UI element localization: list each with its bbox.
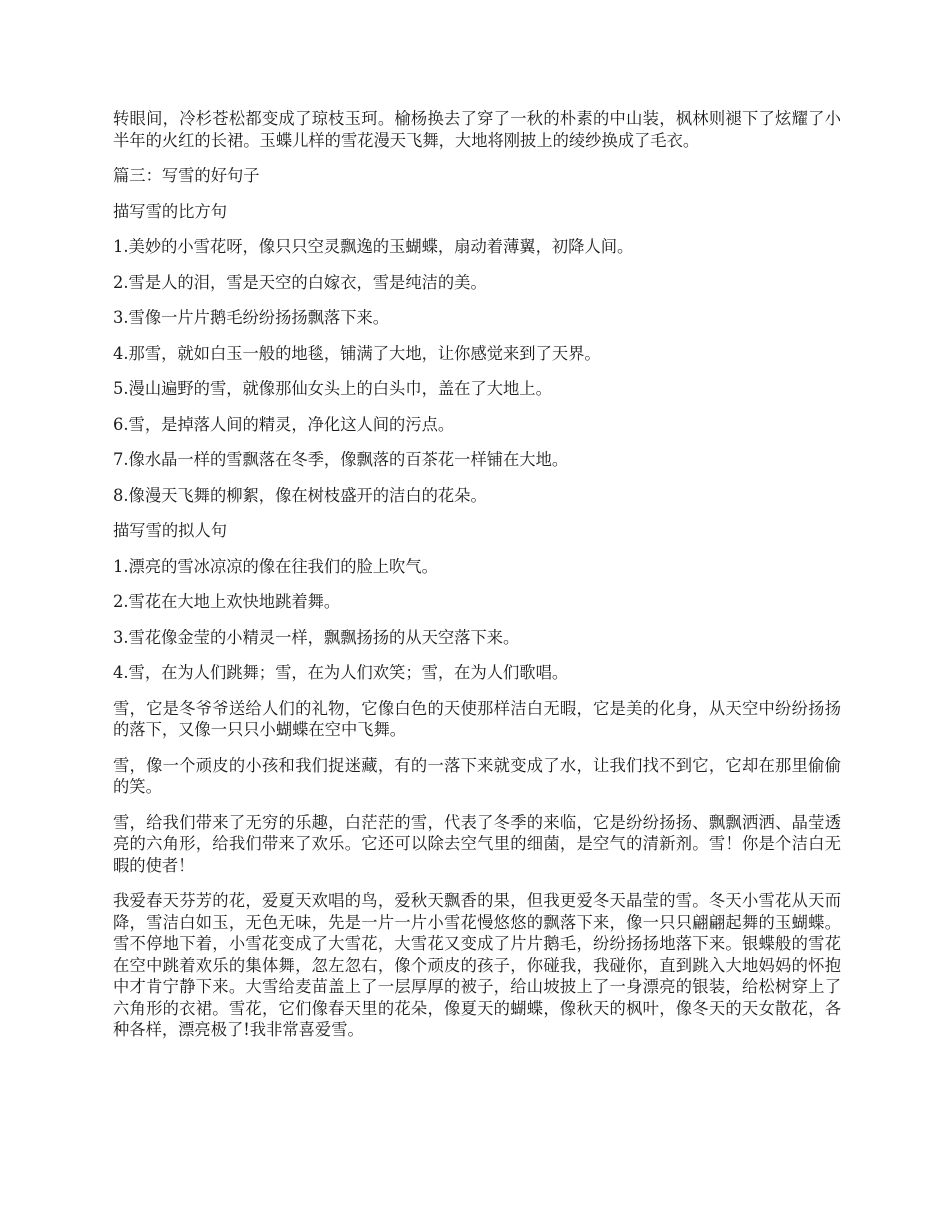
simile-item: 8.像漫天飞舞的柳絮，像在树枝盛开的洁白的花朵。	[113, 485, 487, 505]
simile-item: 5.漫山遍野的雪，就像那仙女头上的白头巾，盖在了大地上。	[113, 379, 552, 398]
paragraph-intro: 转眼间，冷杉苍松都变成了琼枝玉珂。榆杨换去了穿了一秋的朴素的中山装，枫林则褪下了炫耀了小半年的火红的长裙。玉蝶儿样的雪花漫天飞舞，大地将刚披上的绫纱换成了毛衣。	[113, 109, 841, 150]
simile-item: 2.雪是人的泪，雪是天空的白嫁衣，雪是纯洁的美。	[113, 272, 487, 292]
section-heading: 篇三：写雪的好句子	[113, 166, 260, 185]
body-paragraph: 雪，它是冬爷爷送给人们的礼物，它像白色的天使那样洁白无暇，它是美的化身，从天空中纷纷扬扬的落下，又像一只只小蝴蝶在空中飞舞。	[113, 698, 841, 739]
body-paragraph: 雪，像一个顽皮的小孩和我们捉迷藏，有的一落下来就变成了水，让我们找不到它，它却在那里偷偷的笑。	[113, 755, 841, 796]
personification-item: 4.雪，在为人们跳舞；雪，在为人们欢笑；雪，在为人们歌唱。	[113, 663, 569, 682]
body-paragraph: 我爱春天芬芳的花，爱夏天欢唱的鸟，爱秋天飘香的果，但我更爱冬天晶莹的雪。冬天小雪花从天而降，雪洁白如玉，无色无味，先是一片一片小雪花慢悠悠的飘落下来，像一只只翩翩起舞的玉蝴蝶。雪不停地下着，小雪花变成了大雪花，大雪花又变成了片片鹅毛，纷纷扬扬地落下来。银蝶般的雪花在空中跳着欢乐的集体舞，忽左忽右，像个顽皮的孩子，你碰我，我碰你，直到跳入大地妈妈的怀抱中才肯宁静下来。大雪给麦苗盖上了一层厚厚的被子，给山坡披上了一身漂亮的银装，给松树穿上了六角形的衣裙。雪花，它们像春天里的花朵，像夏天的蝴蝶，像秋天的枫叶，像冬天的天女散花，各种各样，漂亮极了!我非常喜爱雪。	[113, 891, 841, 1039]
personification-item: 2.雪花在大地上欢快地跳着舞。	[113, 592, 341, 611]
document-body	[113, 108, 841, 1055]
subheading-simile: 描写雪的比方句	[113, 201, 227, 221]
subheading-personification: 描写雪的拟人句	[113, 521, 227, 540]
simile-item: 1.美妙的小雪花呀，像只只空灵飘逸的玉蝴蝶，扇动着薄翼，初降人间。	[113, 237, 634, 256]
body-paragraph: 雪，给我们带来了无穷的乐趣，白茫茫的雪，代表了冬季的来临，它是纷纷扬扬、飘飘洒洒、晶莹透亮的六角形，给我们带来了欢乐。它还可以除去空气里的细菌，是空气的清新剂。雪！你是个洁白无暇的使者！	[113, 812, 841, 875]
simile-item: 6.雪，是掉落人间的精灵，净化这人间的污点。	[113, 414, 455, 434]
simile-item: 7.像水晶一样的雪飘落在冬季，像飘落的百茶花一样铺在大地。	[113, 450, 569, 469]
personification-item: 3.雪花像金莹的小精灵一样，飘飘扬扬的从天空落下来。	[113, 627, 520, 647]
personification-item: 1.漂亮的雪冰凉凉的像在往我们的脸上吹气。	[113, 556, 438, 576]
simile-item: 3.雪像一片片鹅毛纷纷扬扬飘落下来。	[113, 308, 390, 327]
simile-item: 4.那雪，就如白玉一般的地毯，铺满了大地，让你感觉来到了天界。	[113, 343, 601, 363]
